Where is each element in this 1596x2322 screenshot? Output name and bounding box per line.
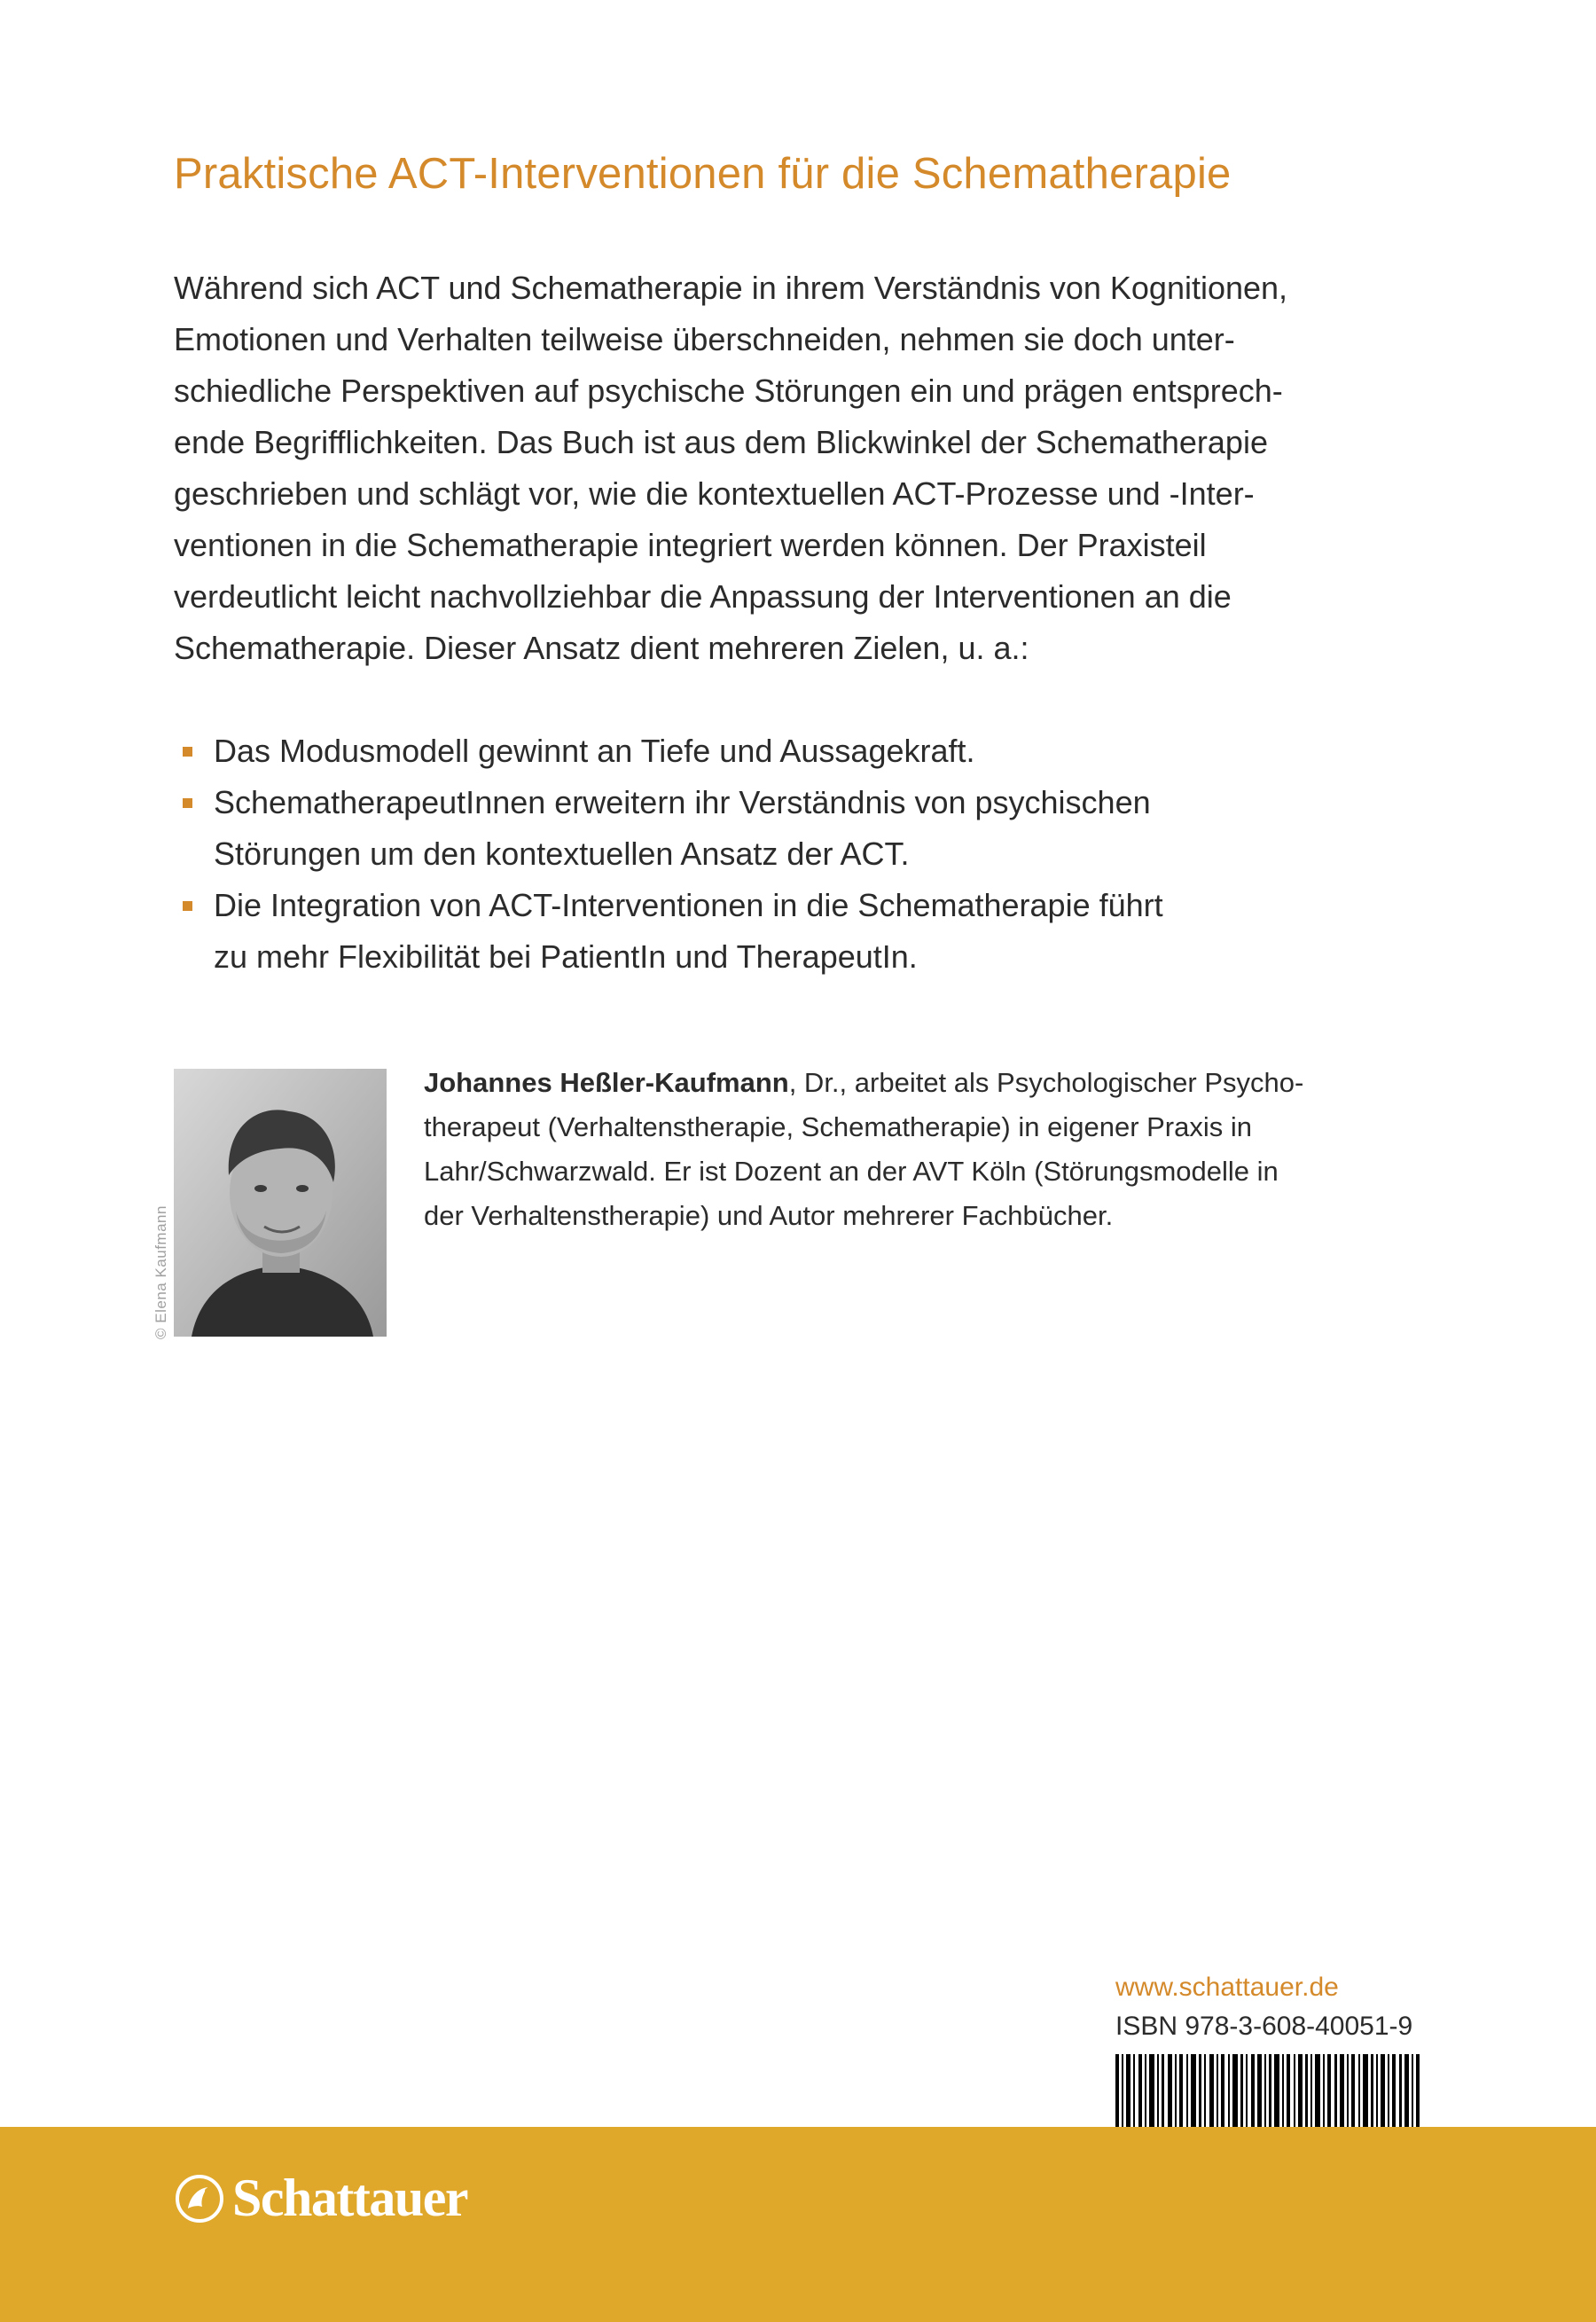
photo-credit: © Elena Kaufmann <box>153 1205 169 1339</box>
bio-line: der Verhaltenstherapie) und Autor mehrerer Fachbücher. <box>424 1200 1114 1231</box>
bio-line: therapeut (Verhaltenstherapie, Schematherapie) in eigener Praxis in <box>424 1111 1252 1142</box>
schattauer-logo-icon <box>174 2173 225 2224</box>
bio-text: , Dr., arbeitet als Psychologischer Psycho- <box>788 1067 1304 1098</box>
list-item-text: Die Integration von ACT-Interventionen in die Schematherapie führt <box>214 887 1163 923</box>
list-item-text: Störungen um den kontextuellen Ansatz der ACT. <box>214 835 910 872</box>
list-item <box>174 726 1163 777</box>
intro-line: Schematherapie. Dieser Ansatz dient mehreren Zielen, u. a.: <box>174 630 1029 666</box>
author-name: Johannes Heßler-Kaufmann <box>424 1067 789 1098</box>
square-bullet-icon <box>183 798 192 808</box>
isbn-label: ISBN 978-3-608-40051-9 <box>1115 2012 1413 2041</box>
intro-paragraph <box>174 263 1433 674</box>
list-item-text: SchematherapeutInnen erweitern ihr Verständnis von psychischen <box>214 784 1151 820</box>
publisher-website[interactable]: www.schattauer.de <box>1115 1973 1339 2002</box>
intro-line: schiedliche Perspektiven auf psychische Störungen ein und prägen entsprech- <box>174 373 1283 409</box>
list-item <box>174 777 1163 880</box>
intro-line: Emotionen und Verhalten teilweise überschneiden, nehmen sie doch unter- <box>174 321 1235 357</box>
intro-line: verdeutlicht leicht nachvollziehbar die Anpassung der Interventionen an die <box>174 578 1232 615</box>
page-title: Praktische ACT-Interventionen für die Schematherapie <box>174 150 1232 198</box>
list-item-text: Das Modusmodell gewinnt an Tiefe und Aussagekraft. <box>214 733 975 769</box>
intro-line: Während sich ACT und Schematherapie in ihrem Verständnis von Kognitionen, <box>174 270 1288 306</box>
square-bullet-icon <box>183 901 192 911</box>
bio-first-line <box>424 1061 1452 1105</box>
barcode <box>1115 2054 1422 2127</box>
list-item-text: zu mehr Flexibilität bei PatientIn und TherapeutIn. <box>214 938 918 975</box>
list-item <box>174 880 1163 983</box>
publisher-logo <box>174 2168 467 2229</box>
author-bio <box>424 1061 1452 1238</box>
intro-line: ende Begrifflichkeiten. Das Buch ist aus dem Blickwinkel der Schematherapie <box>174 424 1268 460</box>
intro-line: geschrieben und schlägt vor, wie die kontextuellen ACT-Prozesse und -Inter- <box>174 475 1255 512</box>
intro-line: ventionen in die Schematherapie integriert werden können. Der Praxisteil <box>174 527 1207 563</box>
publisher-name: Schattauer <box>232 2169 467 2227</box>
square-bullet-icon <box>183 747 192 757</box>
bio-line: Lahr/Schwarzwald. Er ist Dozent an der AVT Köln (Störungsmodelle in <box>424 1156 1279 1187</box>
author-photo <box>174 1069 387 1337</box>
goal-list <box>174 726 1163 983</box>
